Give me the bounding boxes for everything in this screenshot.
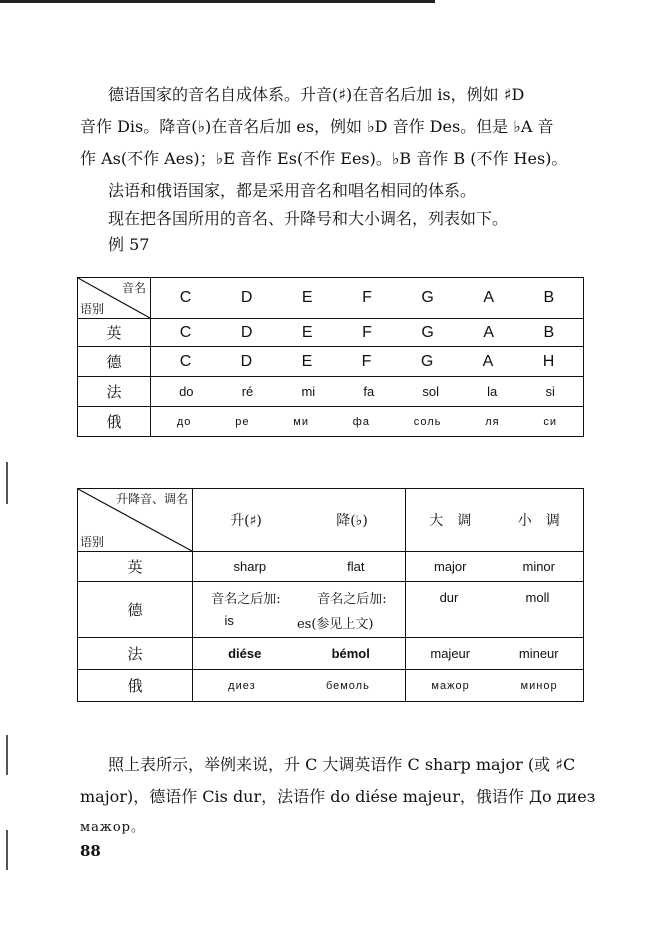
notes-cell [151,278,584,319]
modes-cell [406,670,584,702]
notes-cell [151,377,584,407]
minor-term: minor [522,559,555,574]
page-number: 88 [80,842,101,860]
note-name: до [176,415,192,428]
paragraph-line: 照上表所示，举例来说，升 C 大调英语作 C sharp major (或 ♯C [108,755,576,774]
accidentals-modes-table [77,488,584,702]
diagonal-header-cell [78,489,193,552]
note-name: D [240,289,253,306]
binding-mark [6,735,8,775]
language-cell: 法 [78,377,151,407]
modes-cell [406,582,584,638]
flat-term: bémol [331,646,370,661]
note-name: H [542,352,555,370]
note-name: C [179,289,192,306]
paragraph-line: мажор。 [80,820,145,835]
header-label: 音名 [121,281,146,295]
note-names-table [77,277,584,437]
notes-cell [151,407,584,437]
sharp-term: sharp [233,559,267,574]
modes-cell [406,552,584,582]
major-term: majeur [430,646,471,661]
flat-note: 音名之后加: [317,591,387,607]
language-cell: 英 [78,552,193,582]
flat-term: flat [347,559,365,574]
notes-cell [151,319,584,347]
language-cell: 法 [78,638,193,670]
modes-cell [406,638,584,670]
note-name: F [362,323,372,341]
note-name: B [543,323,555,341]
sharp-note: 音名之后加: [211,591,281,607]
note-name: фа [352,415,370,428]
paragraph-line: major)，德语作 Cis dur，法语作 do diése majeur，俄语作 До диез [80,787,596,806]
note-name: G [421,323,434,341]
binding-mark [6,830,8,870]
major-term: мажор [431,679,470,692]
example-label: 例 57 [108,235,150,254]
language-cell: 德 [78,582,193,638]
paragraph-line: 音作 Dis。降音(♭)在音名后加 es，例如 ♭D 音作 Des。但是 ♭A 音 [80,117,554,136]
note-name: си [543,415,558,428]
note-name: ля [485,415,500,428]
accidentals-cell [193,582,406,638]
note-name: fa [363,384,375,399]
paragraph-line: 法语和俄语国家，都是采用音名和唱名相同的体系。 [108,181,477,200]
language-cell: 俄 [78,407,151,437]
major-term: dur [439,590,459,605]
note-name: la [487,384,498,399]
note-name: E [301,352,313,370]
note-name: ми [293,415,309,428]
paragraph-line: 现在把各国所用的音名、升降号和大小调名，列表如下。 [108,209,509,228]
note-name: G [421,289,434,306]
accidentals-cell [193,670,406,702]
minor-term: минор [520,679,558,692]
header-label: 升降音、调名 [115,492,188,506]
note-name: F [361,352,372,370]
flat-term: бемоль [325,679,370,692]
accidentals-header-cell [193,489,406,552]
minor-term: mineur [518,646,559,661]
note-name: ре [235,415,250,428]
language-cell: 德 [78,347,151,377]
note-name: соль [413,415,442,428]
note-name: D [240,323,253,341]
note-name: D [240,352,253,370]
sharp-header: 升(♯) [230,513,262,529]
note-name: ré [241,384,254,399]
note-name: F [362,289,372,306]
note-name: si [545,384,555,399]
note-name: sol [422,384,439,399]
note-name: C [179,352,192,370]
paragraph-line: 作 As(不作 Aes)；♭E 音作 Es(不作 Ees)。♭B 音作 B (不作 Hes)。 [80,149,568,168]
note-name: E [301,289,313,306]
note-name: mi [301,384,316,399]
sharp-term: диез [228,679,256,692]
note-name: A [483,289,495,306]
accidentals-cell [193,638,406,670]
flat-header: 降(♭) [336,513,368,529]
major-term: major [433,559,467,574]
diagonal-header-cell [78,278,151,319]
header-label: 语别 [80,302,105,316]
top-rule [0,0,435,3]
note-name: A [482,352,494,370]
sharp-term: is [224,612,234,628]
language-cell: 俄 [78,670,193,702]
modes-header-cell [406,489,584,552]
language-cell: 英 [78,319,151,347]
note-name: do [179,384,194,399]
sharp-term: diése [228,646,262,661]
note-name: B [543,289,555,306]
header-label: 语别 [80,535,105,549]
major-header: 大 调 [429,513,472,529]
note-name: E [301,323,313,341]
accidentals-cell [193,552,406,582]
flat-term: es(参见上文) [296,616,374,632]
paragraph-line: 德语国家的音名自成体系。升音(♯)在音名后加 is，例如 ♯D [108,85,525,104]
note-name: G [420,352,434,370]
notes-cell [151,347,584,377]
minor-term: moll [525,590,550,605]
note-name: C [179,323,192,341]
note-name: A [483,323,495,341]
binding-mark [6,462,8,504]
minor-header: 小 调 [517,513,560,529]
